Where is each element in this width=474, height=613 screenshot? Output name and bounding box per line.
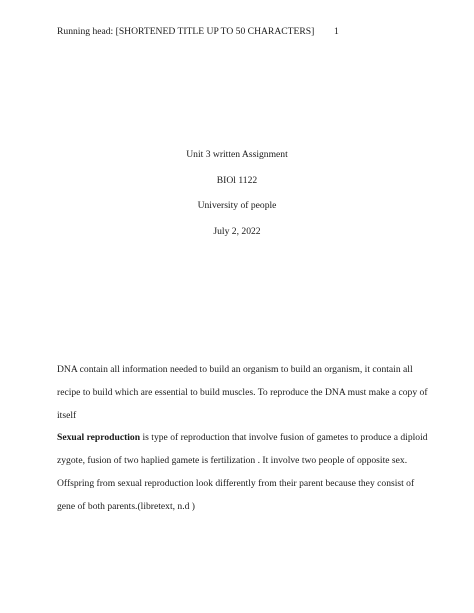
submission-date: July 2, 2022 [213,225,261,237]
page-number: 1 [334,26,339,37]
assignment-title: Unit 3 written Assignment [186,149,288,160]
body-text [57,364,428,524]
paragraph-2-line-2: zygote, fusion of two haplied gamete is fertilization . It involve two people of opposite sex. [57,455,408,467]
sexual-reproduction-term: Sexual reproduction [57,432,141,444]
running-head: Running head: [SHORTENED TITLE UP TO 50 CHARACTERS] [57,26,315,37]
paragraph-1-line-2: recipe to build which are essential to build muscles. To reproduce the DNA must make a copy of [57,386,428,398]
paragraph-2-line-1 [57,432,428,455]
title-block [0,149,474,251]
course-code: BIOl 1122 [216,174,258,186]
paragraph-2-line-4: gene of both parents.(libretext, n.d ) [57,500,195,512]
paragraph-2-line-3: Offspring from sexual reproduction look differently from their parent because they consist of [57,477,415,489]
paragraph-1-line-3: itself [57,409,77,421]
institution-name: University of people [197,200,277,211]
paragraph-1-line-1: DNA contain all information needed to build an organism to build an organism, it contain all [57,364,413,375]
paragraph-2-line-1-text: is type of reproduction that involve fusion of gametes to produce a diploid [140,432,428,444]
